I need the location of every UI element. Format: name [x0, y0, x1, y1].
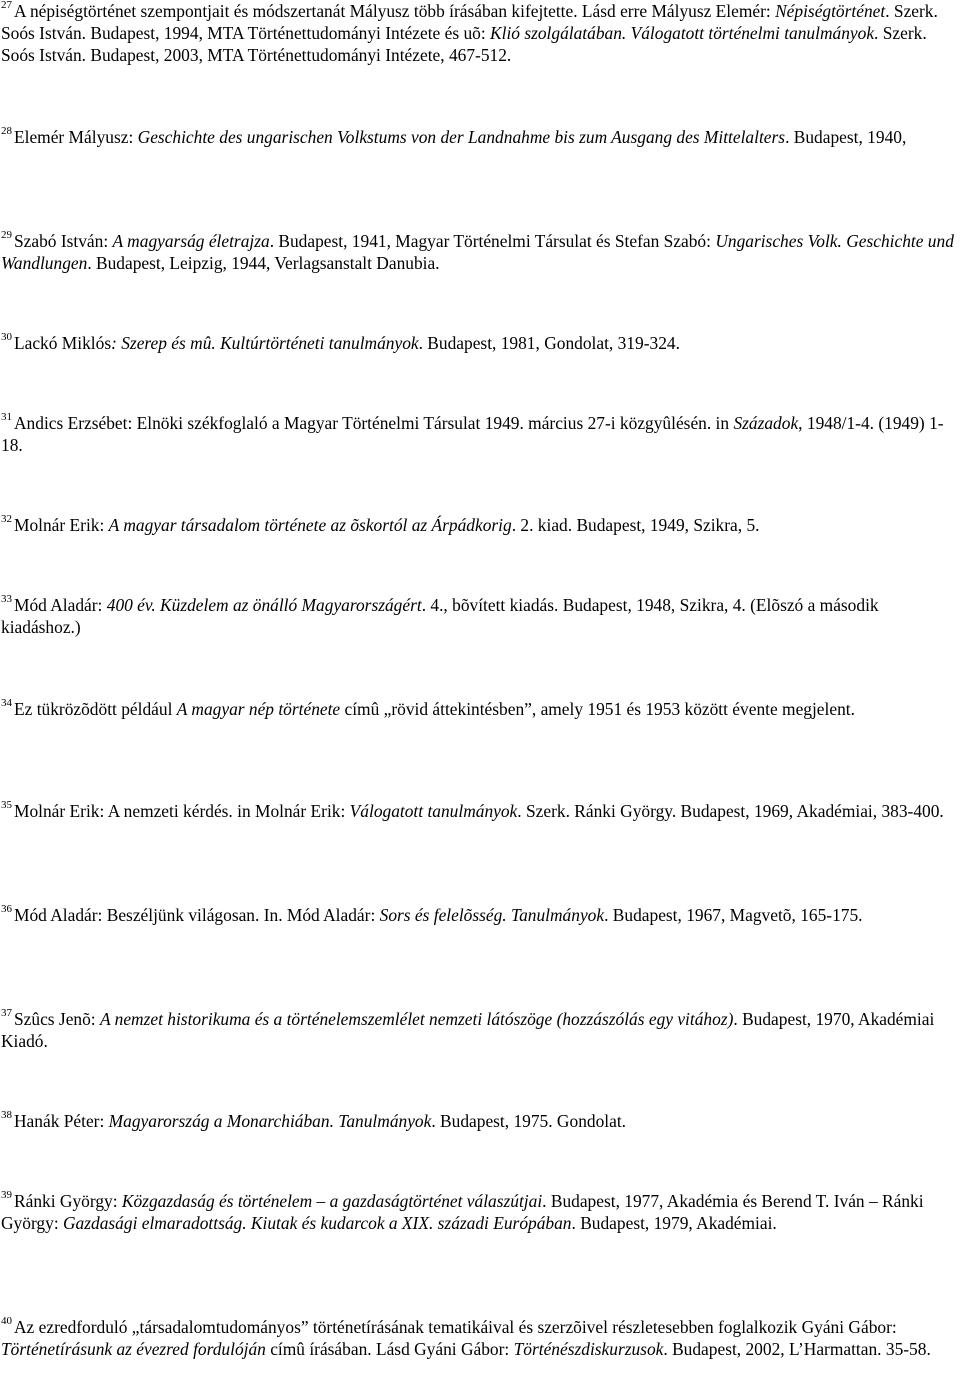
footnote-text: Az ezredforduló „társadalomtudományos” történetírásának tematikáival és szerzõivel részletesebben foglalkozik Gyáni Gábor:: [14, 1317, 897, 1337]
footnote-37: [1, 1008, 957, 1052]
footnote-text: . Budapest, 1970, Akadémiai Kiadó.: [1, 1009, 935, 1051]
footnote-text: . Budapest, Leipzig, 1944, Verlagsanstalt Danubia.: [87, 253, 440, 273]
footnote-number: 29: [1, 229, 12, 242]
footnote-title-italic: : Szerep és mû. Kultúrtörténeti tanulmányok: [111, 333, 419, 353]
footnote-title-italic: Gazdasági elmaradottság. Kiutak és kudarcok a XIX. századi Európában: [63, 1213, 572, 1233]
footnote-title-italic: 400 év. Küzdelem az önálló Magyarországért: [106, 595, 422, 615]
footnote-title-italic: Sors és felelõsség. Tanulmányok: [379, 905, 605, 925]
footnote-title-italic: Századok: [733, 413, 799, 433]
footnote-title-italic: Ungarisches Volk. Geschichte und Wandlungen: [1, 231, 954, 273]
footnote-text: . Budapest, 1967, Magvetõ, 165-175.: [604, 905, 863, 925]
footnote-title-italic: Közgazdaság és történelem – a gazdaságtörténet válaszútjai: [121, 1191, 543, 1211]
footnote-number: 36: [1, 903, 12, 916]
footnote-title-italic: Magyarország a Monarchiában. Tanulmányok: [108, 1111, 432, 1131]
footnote-number: 32: [1, 513, 12, 526]
footnote-28: [1, 126, 957, 148]
footnote-text: . 4., bõvített kiadás. Budapest, 1948, Szikra, 4. (Elõszó a második kiadáshoz.): [1, 595, 879, 637]
footnote-text: . Szerk. Soós István. Budapest, 1994, MTA Történettudományi Intézete és uõ:: [1, 1, 938, 43]
footnote-29: [1, 230, 957, 274]
footnote-36: [1, 904, 957, 926]
footnote-33: [1, 594, 957, 638]
footnote-number: 34: [1, 697, 12, 710]
footnote-text: . Budapest, 1979, Akadémiai.: [571, 1213, 777, 1233]
footnote-31: [1, 412, 957, 456]
footnote-text: . Budapest, 1941, Magyar Történelmi Társulat és Stefan Szabó:: [269, 231, 716, 251]
footnote-text: címû írásában. Lásd Gyáni Gábor:: [265, 1339, 514, 1359]
footnote-text: . 2. kiad. Budapest, 1949, Szikra, 5.: [511, 515, 760, 535]
footnote-number: 28: [1, 125, 12, 138]
footnote-text: Hanák Péter:: [14, 1111, 109, 1131]
footnote-text: . Budapest, 1981, Gondolat, 319-324.: [418, 333, 680, 353]
footnote-text: Elemér Mályusz:: [14, 127, 138, 147]
footnote-number: 38: [1, 1109, 12, 1122]
footnote-title-italic: Történészdiskurzusok: [513, 1339, 664, 1359]
footnote-text: Ránki György:: [14, 1191, 122, 1211]
footnote-38: [1, 1110, 957, 1132]
footnote-title-italic: A magyar társadalom története az õskortól az Árpádkorig: [108, 515, 512, 535]
footnote-text: Andics Erzsébet: Elnöki székfoglaló a Magyar Történelmi Társulat 1949. március 27-i közgyûlésén. in: [14, 413, 734, 433]
footnote-text: Szabó István:: [14, 231, 113, 251]
footnote-40: [1, 1316, 957, 1360]
footnote-title-italic: A magyarság életrajza: [112, 231, 270, 251]
footnote-title-italic: Válogatott tanulmányok: [349, 801, 518, 821]
footnote-number: 40: [1, 1315, 12, 1328]
footnote-number: 30: [1, 331, 12, 344]
footnote-title-italic: Geschichte des ungarischen Volkstums von der Landnahme bis zum Ausgang des Mittelalters: [137, 127, 786, 147]
footnote-text: . Budapest, 2002, L’Harmattan. 35-58.: [663, 1339, 931, 1359]
footnote-title-italic: A magyar nép története: [176, 699, 341, 719]
footnote-text: A népiségtörténet szempontjait és módszertanát Mályusz több írásában kifejtette. Lásd erre Mályusz Elemér:: [14, 1, 776, 21]
footnote-number: 35: [1, 799, 12, 812]
footnote-text: . Szerk. Ránki György. Budapest, 1969, Akadémiai, 383-400.: [517, 801, 944, 821]
footnote-text: Mód Aladár: Beszéljünk világosan. In. Mód Aladár:: [14, 905, 380, 925]
footnote-text: Molnár Erik:: [14, 515, 109, 535]
footnote-number: 27: [1, 0, 12, 12]
footnote-39: [1, 1190, 957, 1234]
footnote-text: . Budapest, 1940,: [785, 127, 907, 147]
footnote-text: , 1948/1-4. (1949) 1-18.: [1, 413, 944, 455]
footnote-32: [1, 514, 957, 536]
footnote-text: . Budapest, 1975. Gondolat.: [431, 1111, 627, 1131]
footnote-title-italic: A nemzet historikuma és a történelemszemlélet nemzeti látószöge (hozzászólás egy vitához): [99, 1009, 734, 1029]
footnote-number: 37: [1, 1007, 12, 1020]
footnote-text: Ez tükrözõdött például: [14, 699, 177, 719]
footnote-35: [1, 800, 957, 822]
footnote-title-italic: Klió szolgálatában. Válogatott történelmi tanulmányok: [490, 23, 875, 43]
footnote-34: [1, 698, 957, 720]
footnote-number: 31: [1, 411, 12, 424]
footnote-number: 39: [1, 1189, 12, 1202]
footnote-text: címû „rövid áttekintésben”, amely 1951 és 1953 között évente megjelent.: [340, 699, 855, 719]
footnote-text: Szûcs Jenõ:: [14, 1009, 100, 1029]
footnote-text: . Szerk. Soós István. Budapest, 2003, MTA Történettudományi Intézete, 467-512.: [1, 23, 927, 65]
footnote-text: Mód Aladár:: [14, 595, 107, 615]
footnote-title-italic: Népiségtörténet: [775, 1, 886, 21]
footnote-text: Lackó Miklós: [14, 333, 112, 353]
footnote-text: . Budapest, 1977, Akadémia és Berend T. Iván – Ránki György:: [1, 1191, 924, 1233]
footnote-30: [1, 332, 957, 354]
footnote-27: [1, 0, 957, 66]
footnote-number: 33: [1, 593, 12, 606]
footnote-text: Molnár Erik: A nemzeti kérdés. in Molnár Erik:: [14, 801, 350, 821]
footnote-title-italic: Történetírásunk az évezred fordulóján: [1, 1339, 266, 1359]
